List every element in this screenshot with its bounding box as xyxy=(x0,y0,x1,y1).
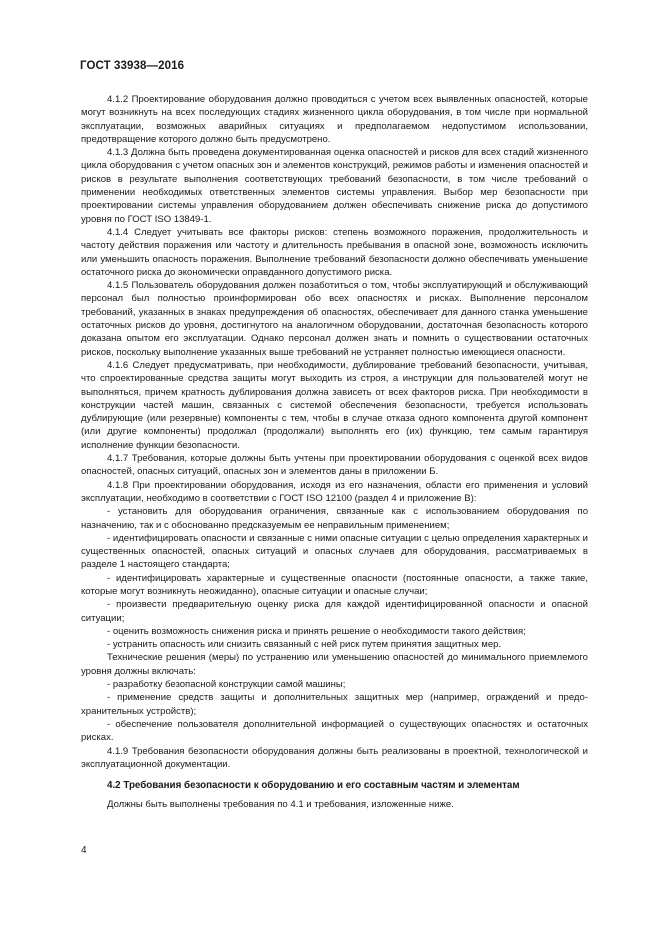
paragraph-measures-intro: Технические решения (меры) по устранению или уменьшению опасностей до минимального приемлемого уровня должны включать: xyxy=(81,652,588,677)
paragraph-4-1-4: 4.1.4 Следует учитывать все факторы рисков: степень возможного поражения, продолжительность и частоту действия поражения или частоту и длительность пребывания в опасной зоне, возможность исключить или уменьшить опасность поражения. Выполнение требований безопасности должно обеспечивать уменьшение остаточного риска до экономически оправданного допустимого риска. xyxy=(81,226,588,278)
paragraph-4-1-5: 4.1.5 Пользователь оборудования должен позаботиться о том, чтобы эксплуатирующий и обслуживающий персонал был полностью проинформирован обо всех опасностях и рисках. Выполнение персоналом требований, указанных в знаках предупреждения об опасностях, обеспечивает для данного станка уменьшение остаточных рисков до уровня, достигнутого на аналогичном оборудовании, достаточная безопасность которого доказана опытом его эксплуатации. Однако персонал должен знать и помнить о существовании остаточных рисков, поскольку выполнение указанных выше требований не устраняет полностью имеющиеся опасности. xyxy=(81,280,588,358)
list-item: - устранить опасность или снизить связанный с ней риск путем принятия защитных мер. xyxy=(107,639,502,651)
page-number: 4 xyxy=(81,845,87,856)
paragraph-4-1-6: 4.1.6 Следует предусматривать, при необходимости, дублирование требований безопасности, учитывая, что спроектированные средства защиты могут выходить из строя, а инструкции для пользователей могут не выполняться, причем кратность дублирования должна зависеть от всех факторов риска. При необходимости в конструкции частей машин, связанных с системой обеспечения безопасности, требуется использовать дублирующие (или резервные) компоненты с тем, чтобы в случае отказа одного компонента другой компонент (или другие компоненты) продолжал (продолжали) выполнять его (их) функцию, тем самым гарантируя исполнение функции безопасности. xyxy=(81,359,588,451)
list-item: - применение средств защиты и дополнительных защитных мер (например, ограждений и предохранительных устройств); xyxy=(81,692,588,717)
list-item: - установить для оборудования ограничения, связанные как с использованием оборудования по назначению, так и с обоснованно предсказуемым ее неправильным применением; xyxy=(81,506,588,531)
standard-header: ГОСТ 33938—2016 xyxy=(80,60,185,72)
section-4-2-text: Должны быть выполнены требования по 4.1 и требования, изложенные ниже. xyxy=(107,799,454,811)
list-item: - обеспечение пользователя дополнительной информацией о существующих опасностях и остаточных рисках. xyxy=(81,718,588,744)
paragraph-4-1-3: 4.1.3 Должна быть проведена документированная оценка опасностей и рисков для всех стадий жизненного цикла оборудования с учетом опасных зон и элементов конструкций, режимов работы и изменения опасностей и рисков в результате выполнения соответствующих требований безопасности, в том числе требований о применении необходимых ответственных элементов системы управления. Выбор мер безопасности при проектировании системы управления оборудованием должен обеспечивать снижение риска до допустимого уровня по ГОСТ ISO 13849-1. xyxy=(81,147,588,225)
list-item: - идентифицировать характерные и существенные опасности (постоянные опасности, а также такие, которые могут возникнуть неожиданно), опасные ситуации и опасные случаи; xyxy=(81,572,588,597)
document-body xyxy=(81,93,588,812)
list-item: - разработку безопасной конструкции самой машины; xyxy=(107,679,346,691)
list-item: - произвести предварительную оценку риска для каждой идентифицированной опасности и опасной ситуации; xyxy=(81,599,588,624)
paragraph-4-1-9: 4.1.9 Требования безопасности оборудования должны быть реализованы в проектной, технологической и эксплуатационной документации. xyxy=(81,745,588,770)
paragraph-4-1-2: 4.1.2 Проектирование оборудования должно проводиться с учетом всех выявленных опасностей, которые могут возникнуть на всех последующих стадиях жизненного цикла оборудования, в том числе при нормальной эксплуатации, возможных аварийных ситуациях и предполагаемом недопустимом использовании, предотвращение которого должно быть предусмотрено. xyxy=(81,94,588,145)
paragraph-4-1-7: 4.1.7 Требования, которые должны быть учтены при проектировании оборудования с оценкой всех видов опасностей, опасных ситуаций, опасных зон и элементов даны в приложении Б. xyxy=(81,453,588,478)
section-heading-4-2: 4.2 Требования безопасности к оборудованию и его составным частям и элементам xyxy=(107,780,520,792)
list-item: - идентифицировать опасности и связанные с ними опасные ситуации с целью определения характерных и существенных опасностей, опасных ситуаций и опасных случаев для оборудования, рассматриваемых в разделе 1 настоящего стандарта; xyxy=(81,532,588,571)
list-item: - оценить возможность снижения риска и принять решение о необходимости такого действия; xyxy=(107,625,526,637)
paragraph-4-1-8: 4.1.8 При проектировании оборудования, исходя из его назначения, области его применения и условий эксплуатации, необходимо в соответствии с ГОСТ ISO 12100 (раздел 4 и приложение В): xyxy=(81,479,588,504)
